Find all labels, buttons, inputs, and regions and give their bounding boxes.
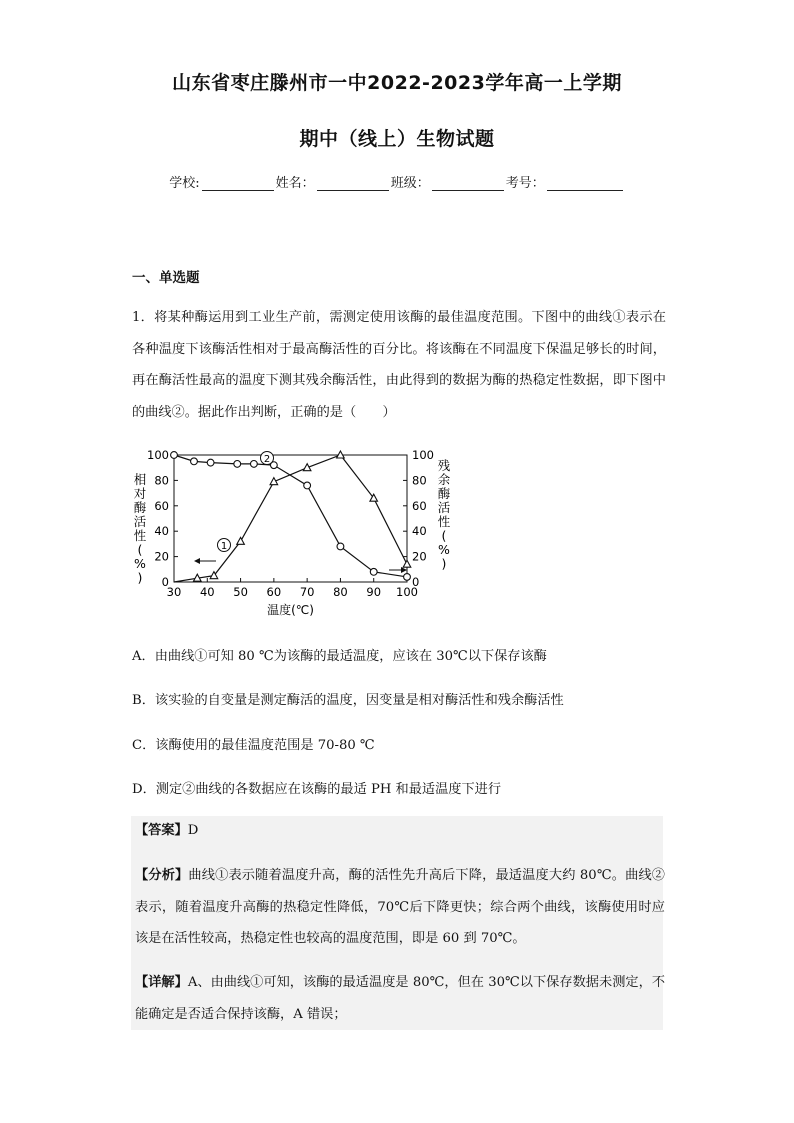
x-tick-label: 100 bbox=[396, 585, 418, 599]
student-info-row bbox=[0, 172, 794, 191]
y-left-tick-label: 0 bbox=[161, 575, 169, 589]
series-line-1 bbox=[174, 455, 407, 582]
series-2-point bbox=[404, 574, 411, 581]
y-left-tick-label: 100 bbox=[147, 448, 169, 462]
page-title: 山东省枣庄滕州市一中2022-2023学年高一上学期 bbox=[172, 72, 622, 94]
y-right-tick-label: 40 bbox=[412, 524, 427, 539]
x-tick-label: 90 bbox=[366, 585, 382, 599]
series-1-point bbox=[403, 560, 411, 567]
number-field[interactable] bbox=[547, 176, 623, 191]
option-d[interactable]: D．测定②曲线的各数据应在该酶的最适 PH 和最适温度下进行 bbox=[132, 782, 502, 797]
series-2-point bbox=[234, 460, 241, 467]
curve1-marker-label: 1 bbox=[220, 541, 228, 552]
x-tick-label: 70 bbox=[299, 585, 315, 599]
option-a[interactable]: A．由曲线①可知 80 ℃为该酶的最适温度，应该在 30℃以下保存该酶 bbox=[132, 649, 547, 664]
y-left-tick-label: 20 bbox=[154, 549, 169, 564]
x-tick-label: 80 bbox=[333, 585, 348, 599]
y-left-tick-label: 40 bbox=[154, 524, 169, 539]
page-subtitle: 期中（线上）生物试题 bbox=[299, 128, 495, 150]
x-axis-label: 温度(℃) bbox=[267, 603, 314, 617]
series-2-point bbox=[207, 459, 214, 466]
y-left-axis-label: 相对酶活性( % ) bbox=[133, 472, 147, 585]
detail-paragraph bbox=[135, 967, 665, 1030]
curve2-arrow-head bbox=[401, 567, 407, 573]
school-field[interactable] bbox=[202, 176, 274, 191]
enzyme-activity-chart bbox=[128, 440, 458, 625]
series-2-point bbox=[250, 460, 257, 467]
x-tick-label: 30 bbox=[166, 585, 182, 599]
x-tick-label: 50 bbox=[233, 585, 248, 599]
number-label: 考号： bbox=[505, 176, 545, 191]
option-b[interactable]: B．该实验的自变量是测定酶活的温度，因变量是相对酶活性和残余酶活性 bbox=[132, 693, 564, 708]
curve2-marker-label: 2 bbox=[263, 454, 271, 465]
y-right-tick-label: 60 bbox=[412, 498, 427, 513]
chart-series bbox=[171, 451, 411, 582]
series-1-point bbox=[237, 537, 245, 544]
series-line-2 bbox=[174, 455, 407, 577]
class-label: 班级： bbox=[390, 176, 430, 191]
chart-ticks bbox=[147, 448, 434, 599]
school-label: 学校: bbox=[169, 176, 200, 191]
detail-text: A、由曲线①可知，该酶的最适温度是 80℃，但在 30℃以下保存数据未测定，不能确定是否适合保持该酶，A 错误； bbox=[135, 975, 666, 1022]
y-left-tick-label: 60 bbox=[154, 498, 169, 513]
section-heading: 一、单选题 bbox=[132, 270, 200, 286]
y-right-tick-label: 100 bbox=[412, 448, 434, 462]
detail-tag: 【详解】 bbox=[135, 975, 188, 990]
series-2-point bbox=[304, 482, 311, 489]
answer-tag: 【答案】 bbox=[135, 823, 188, 838]
x-tick-label: 40 bbox=[199, 585, 215, 599]
name-field[interactable] bbox=[317, 176, 389, 191]
answer-line bbox=[135, 815, 665, 847]
name-label: 姓名： bbox=[275, 176, 315, 191]
y-right-axis-label: 残余酶活性( % ) bbox=[437, 458, 451, 571]
x-tick-label: 60 bbox=[266, 585, 282, 599]
series-2-point bbox=[191, 458, 198, 465]
question-stem: 1．将某种酶运用到工业生产前，需测定使用该酶的最佳温度范围。下图中的曲线①表示在各种温度下该酶活性相对于最高酶活性的百分比。将该酶在不同温度下保温足够长的时间，再在酶活性最高的温度下测其残余酶活性，由此得到的数据为酶的热稳定性数据，即下图中的曲线②。据此作出判断，正确的是（ ） bbox=[132, 310, 666, 420]
analysis-paragraph bbox=[135, 860, 665, 955]
y-right-tick-label: 20 bbox=[412, 549, 427, 564]
series-2-point bbox=[370, 568, 377, 575]
curve1-arrow-head bbox=[194, 558, 200, 564]
series-2-point bbox=[171, 452, 178, 459]
analysis-tag: 【分析】 bbox=[135, 868, 189, 883]
analysis-text: 曲线①表示随着温度升高，酶的活性先升高后下降，最适温度大约 80℃。曲线②表示，随着温度升高酶的热稳定性降低，70℃后下降更快；综合两个曲线，该酶使用时应该是在活性较高，热稳定性也较高的温度范围，即是 60 到 70℃。 bbox=[135, 868, 665, 946]
option-c[interactable]: C．该酶使用的最佳温度范围是 70-80 ℃ bbox=[132, 738, 375, 753]
series-2-point bbox=[337, 543, 344, 550]
class-field[interactable] bbox=[432, 176, 504, 191]
answer-value: D bbox=[187, 823, 199, 838]
y-right-tick-label: 0 bbox=[412, 575, 420, 589]
y-left-tick-label: 80 bbox=[154, 473, 169, 488]
y-right-tick-label: 80 bbox=[412, 473, 427, 488]
